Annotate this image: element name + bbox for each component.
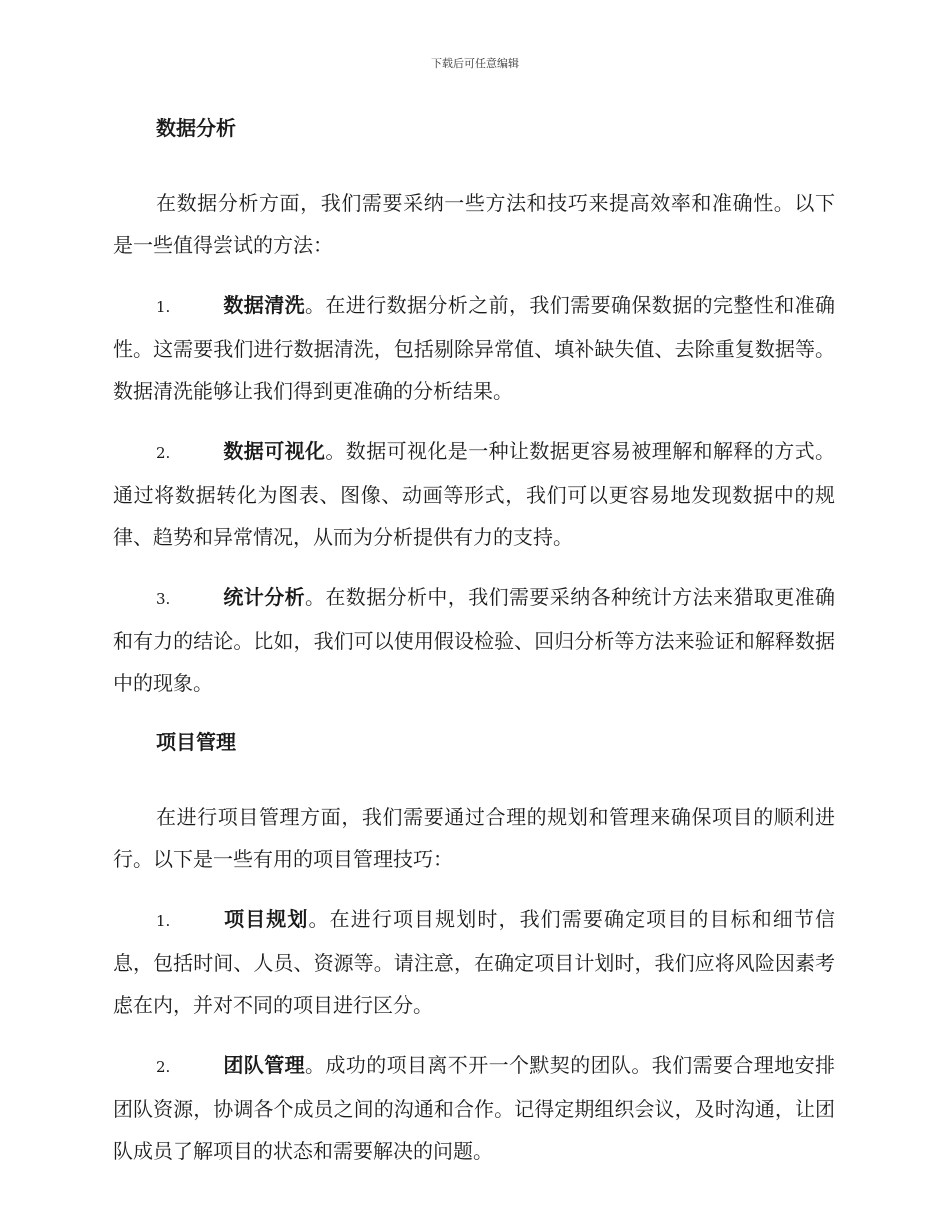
- list-text: 。数据可视化是一种让数据更容易被理解和解释的方式。通过将数据转化为图表、图像、动画等形式，我们可以更容易地发现数据中的规律、趋势和异常情况，从而为分析提供有力的支持。: [113, 439, 836, 549]
- list-text: 。在进行数据分析之前，我们需要确保数据的完整性和准确性。这需要我们进行数据清洗，包括剔除异常值、填补缺失值、去除重复数据等。数据清洗能够让我们得到更准确的分析结果。: [113, 293, 835, 403]
- list-item: [113, 1044, 835, 1172]
- page-header: 下载后可任意编辑: [431, 57, 519, 70]
- list-number: 1.: [156, 912, 171, 930]
- list-item: [113, 898, 835, 1026]
- section-heading: 项目管理: [156, 730, 236, 754]
- list-term: 统计分析: [223, 585, 305, 609]
- list-text: 。在进行项目规划时，我们需要确定项目的目标和细节信息，包括时间、人员、资源等。请注意，在确定项目计划时，我们应将风险因素考虑在内，并对不同的项目进行区分。: [113, 907, 836, 1017]
- list-item: [113, 284, 835, 412]
- list-number: 2.: [156, 444, 171, 462]
- list-text: 。在数据分析中，我们需要采纳各种统计方法来猎取更准确和有力的结论。比如，我们可以使用假设检验、回归分析等方法来验证和解释数据中的现象。: [113, 585, 835, 695]
- section-project-management: [113, 722, 835, 1172]
- list-term: 团队管理: [223, 1053, 305, 1077]
- list-number: 1.: [156, 298, 171, 316]
- list-term: 数据清洗: [223, 293, 305, 317]
- list-term: 项目规划: [223, 907, 309, 931]
- list-text: 。成功的项目离不开一个默契的团队。我们需要合理地安排团队资源，协调各个成员之间的沟通和合作。记得定期组织会议，及时沟通，让团队成员了解项目的状态和需要解决的问题。: [113, 1053, 835, 1163]
- section-intro: 在进行项目管理方面，我们需要通过合理的规划和管理来确保项目的顺利进行。以下是一些有用的项目管理技巧：: [113, 805, 835, 871]
- list-item: [113, 576, 835, 704]
- list-term: 数据可视化: [223, 439, 326, 463]
- section-intro: 在数据分析方面，我们需要采纳一些方法和技巧来提高效率和准确性。以下是一些值得尝试的方法：: [113, 191, 835, 257]
- section-data-analysis: [113, 108, 835, 704]
- document-body: [113, 108, 835, 1190]
- list-item: [113, 430, 835, 558]
- section-heading: 数据分析: [156, 116, 236, 140]
- list-number: 3.: [156, 590, 171, 608]
- list-number: 2.: [156, 1058, 171, 1076]
